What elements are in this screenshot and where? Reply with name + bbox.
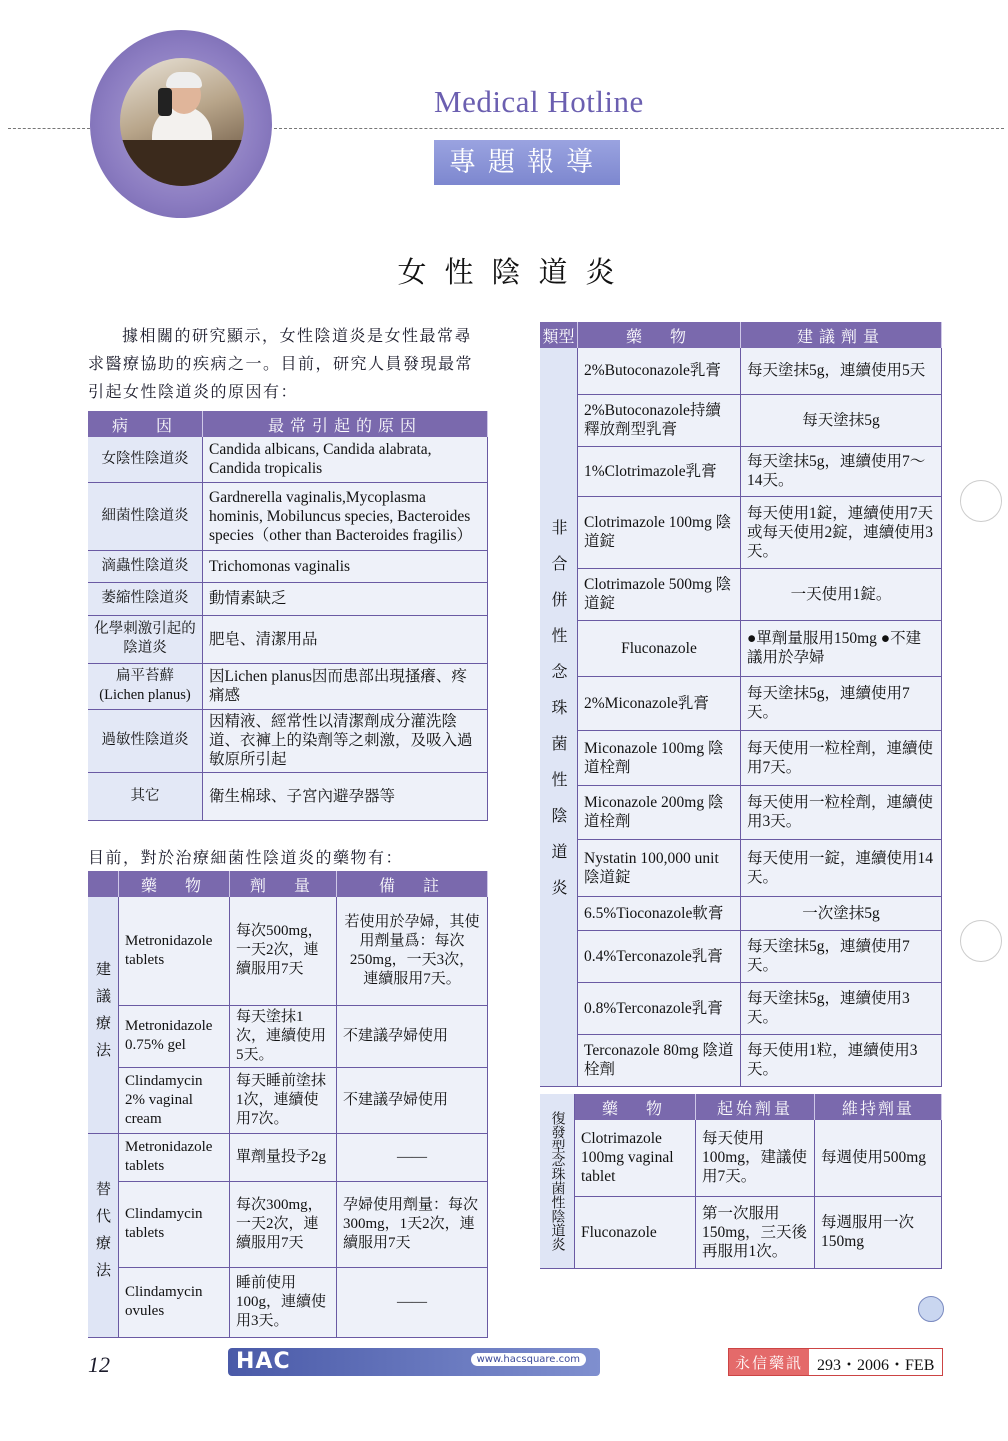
cause-detail: Trichomonas vaginalis (203, 550, 488, 582)
candida-treatment-table (540, 322, 942, 1087)
header-type: 類型 (540, 322, 578, 348)
bv-treatment-table (88, 871, 488, 1338)
punch-hole (960, 920, 1002, 962)
dose: 每天塗抹5g，連續使用7天。 (741, 676, 942, 730)
maintenance-dose: 每週服用一次150mg (815, 1196, 942, 1268)
header-dose: 劑 量 (230, 871, 337, 897)
drug-name: 1%Clotrimazole乳膏 (578, 446, 741, 496)
header-drug: 藥 物 (119, 871, 230, 897)
intro-paragraph: 據相關的研究顯示，女性陰道炎是女性最常尋求醫療協助的疾病之一。目前，研究人員發現最常引起女性陰道炎的原因有： (88, 326, 474, 401)
header-drug: 藥 物 (575, 1094, 696, 1120)
cause-name: 滴蟲性陰道炎 (88, 550, 203, 582)
drug-name: Terconazole 80mg 陰道栓劑 (578, 1034, 741, 1086)
page-number: 12 (88, 1352, 110, 1377)
dose: 每天使用1粒，連續使用3天。 (741, 1034, 942, 1086)
note: 不建議孕婦使用 (337, 1067, 488, 1133)
drug-name: Metronidazole tablets (119, 897, 230, 1005)
magazine-name: 永信藥訊 (729, 1349, 809, 1375)
cause-detail: 肥皂、清潔用品 (203, 615, 488, 663)
cause-detail: Candida albicans, Candida alabrata, Candida tropicalis (203, 437, 488, 482)
start-dose: 第一次服用150mg，三天後再服用1次。 (696, 1196, 815, 1268)
drug-name: Clindamycin 2% vaginal cream (119, 1067, 230, 1133)
cause-detail: 因精液、經常性以清潔劑成分灌洗陰道、衣褲上的染劑等之刺激，及吸入過敏原所引起 (203, 709, 488, 772)
dose: 每天使用一粒栓劑，連續使用7天。 (741, 730, 942, 785)
article-title: 女性陰道炎 (397, 255, 633, 289)
dose: 每天睡前塗抹1次，連續使用7次。 (230, 1067, 337, 1133)
note: 孕婦使用劑量：每次300mg，1天2次，連續服用7天 (337, 1181, 488, 1267)
dose: 每次300mg，一天2次，連續服用7天 (230, 1181, 337, 1267)
dose: 每天塗抹5g，連續使用7天。 (741, 930, 942, 982)
cause-name: 過敏性陰道炎 (88, 709, 203, 772)
note: 不建議孕婦使用 (337, 1005, 488, 1067)
dose: 每天塗抹5g，連續使用3天。 (741, 982, 942, 1034)
cause-detail: 衛生棉球、子宮內避孕器等 (203, 772, 488, 820)
drug-name: Clotrimazole 100mg vaginal tablet (575, 1120, 696, 1196)
section-badge: 專題報導 (434, 140, 620, 185)
drug-name: Clotrimazole 100mg 陰道錠 (578, 496, 741, 568)
cause-name: 女陰性陰道炎 (88, 437, 203, 482)
group-label-uncomplicated: 非合併性念珠菌性陰道炎 (540, 348, 578, 1086)
note: —— (337, 1267, 488, 1337)
bv-lead-text: 目前，對於治療細菌性陰道炎的藥物有： (88, 848, 404, 867)
note: 若使用於孕婦，其使用劑量爲：每次250mg，一天3次，連續服用7天。 (337, 897, 488, 1005)
drug-name: Metronidazole tablets (119, 1133, 230, 1181)
header-common-cause: 最常引起的原因 (203, 411, 488, 437)
dose: 每天使用一粒栓劑，連續使用3天。 (741, 785, 942, 839)
dose: 睡前使用100g，連續使用3天。 (230, 1267, 337, 1337)
dose: 一次塗抹5g (741, 896, 942, 930)
header-start-dose: 起始劑量 (696, 1094, 815, 1120)
banner-logo: HAC (236, 1349, 291, 1374)
dose: 每天使用1錠，連續使用7天或每天使用2錠，連續使用3天。 (741, 496, 942, 568)
group-label-recurrent: 復發型念珠菌性陰道炎 (540, 1094, 575, 1268)
drug-name: Clindamycin ovules (119, 1267, 230, 1337)
dose: 一天使用1錠。 (741, 568, 942, 620)
banner-url[interactable]: www.hacsquare.com (471, 1353, 586, 1366)
header-maintenance-dose: 維持劑量 (815, 1094, 942, 1120)
maintenance-dose: 每週使用500mg (815, 1120, 942, 1196)
cause-detail: Gardnerella vaginalis,Mycoplasma hominis, Mobiluncus species, Bacteroides species（other than Bacteroides fragilis） (203, 482, 488, 550)
drug-name: Metronidazole 0.75% gel (119, 1005, 230, 1067)
group-label-alternative: 替代療法 (88, 1133, 119, 1337)
issue-number: 293・2006・FEB (817, 1357, 935, 1374)
doctor-photo (120, 58, 244, 186)
cause-name: 扁平苔蘚(Lichen planus) (88, 663, 203, 709)
cause-detail: 動情素缺乏 (203, 582, 488, 615)
cause-name: 化學刺激引起的陰道炎 (88, 615, 203, 663)
dose: 每天使用一錠，連續使用14天。 (741, 839, 942, 896)
dose: 每天塗抹5g，連續使用7～14天。 (741, 446, 942, 496)
dose: 單劑量投予2g (230, 1133, 337, 1181)
drug-name: 2%Butoconazole持續釋放劑型乳膏 (578, 394, 741, 446)
header-note: 備 註 (337, 871, 488, 897)
drug-name: 0.8%Terconazole乳膏 (578, 982, 741, 1034)
header-rule-right (274, 128, 1004, 129)
dose: 每天塗抹5g (741, 394, 942, 446)
cause-name: 其它 (88, 772, 203, 820)
cause-name: 萎縮性陰道炎 (88, 582, 203, 615)
brand-title: Medical Hotline (434, 84, 644, 119)
start-dose: 每天使用100mg，建議使用7天。 (696, 1120, 815, 1196)
cause-detail: 因Lichen planus因而患部出現搔癢、疼痛感 (203, 663, 488, 709)
header-drug: 藥 物 (578, 322, 741, 348)
header-cause: 病 因 (88, 411, 203, 437)
drug-name: Miconazole 200mg 陰道栓劑 (578, 785, 741, 839)
magazine-info (728, 1348, 943, 1376)
punch-hole (960, 480, 1002, 522)
causes-table (88, 411, 488, 821)
dose: 每天塗抹1次，連續使用5天。 (230, 1005, 337, 1067)
note: —— (337, 1133, 488, 1181)
drug-name: Fluconazole (575, 1196, 696, 1268)
dose: 每次500mg，一天2次，連續服用7天 (230, 897, 337, 1005)
drug-name: Fluconazole (578, 620, 741, 676)
dose: ●單劑量服用150mg ●不建議用於孕婦 (741, 620, 942, 676)
recurrent-candida-table (540, 1094, 942, 1269)
header-rule-left (8, 128, 90, 129)
drug-name: 0.4%Terconazole乳膏 (578, 930, 741, 982)
drug-name: Clotrimazole 500mg 陰道錠 (578, 568, 741, 620)
drug-name: Miconazole 100mg 陰道栓劑 (578, 730, 741, 785)
dose: 每天塗抹5g，連續使用5天 (741, 348, 942, 394)
mascot-icon (918, 1296, 944, 1322)
header-recommended-dose: 建議劑量 (741, 322, 942, 348)
footer-banner (228, 1348, 600, 1376)
drug-name: Clindamycin tablets (119, 1181, 230, 1267)
drug-name: 6.5%Tioconazole軟膏 (578, 896, 741, 930)
drug-name: 2%Butoconazole乳膏 (578, 348, 741, 394)
drug-name: Nystatin 100,000 unit 陰道錠 (578, 839, 741, 896)
group-label-recommended: 建議療法 (88, 897, 119, 1133)
cause-name: 細菌性陰道炎 (88, 482, 203, 550)
drug-name: 2%Miconazole乳膏 (578, 676, 741, 730)
